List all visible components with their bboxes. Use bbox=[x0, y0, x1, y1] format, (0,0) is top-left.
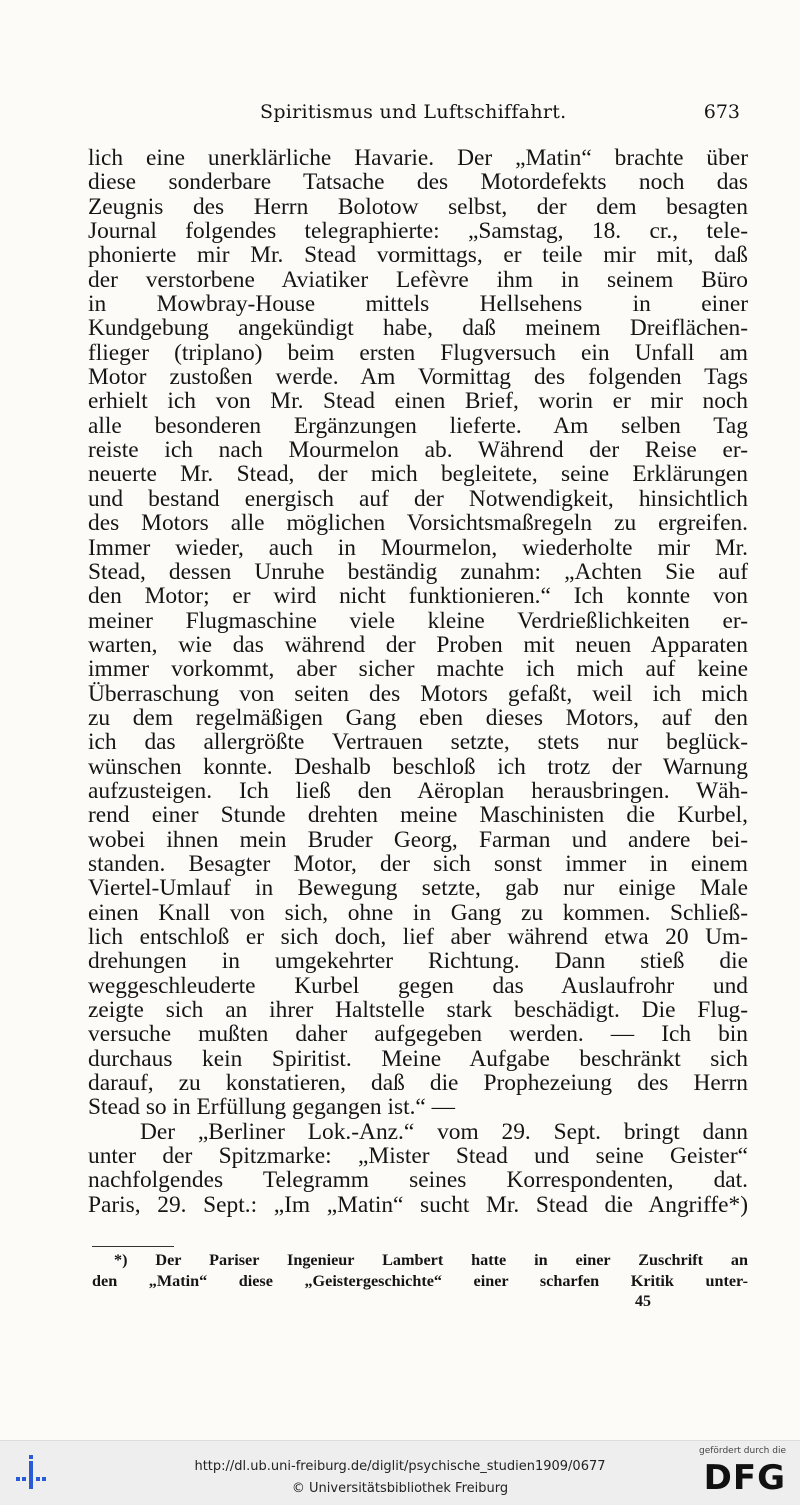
text-line: Viertel-Umlauf in Bewegung setzte, gab nur einige Male bbox=[88, 875, 748, 902]
text-line: lich entschloß er sich doch, lief aber während etwa 20 Um- bbox=[88, 924, 748, 950]
dfg-logo[interactable]: DFG bbox=[703, 1458, 786, 1498]
text-line: erhielt ich von Mr. Stead einen Brief, worin er mir noch bbox=[88, 388, 748, 415]
text-line: neuerte Mr. Stead, der mich begleitete, seine Erklärungen bbox=[88, 461, 748, 488]
text-line: Stead so in Erfüllung gegangen ist.“ — bbox=[88, 1094, 456, 1121]
signature-mark: 45 bbox=[635, 1293, 651, 1310]
text-line: Der „Berliner Lok.-Anz.“ vom 29. Sept. bringt dann bbox=[140, 1118, 748, 1145]
text-line: darauf, zu konstatieren, daß die Prophezeiung des Herrn bbox=[88, 1070, 748, 1097]
text-line: weggeschleuderte Kurbel gegen das Auslaufrohr und bbox=[88, 972, 748, 999]
copyright-notice: © Universitätsbibliothek Freiburg bbox=[291, 1481, 509, 1496]
footnote-divider bbox=[92, 1246, 174, 1247]
main-text bbox=[88, 146, 748, 1217]
text-line: der verstorbene Aviatiker Lefèvre ihm in seinem Büro bbox=[88, 266, 748, 293]
text-line: phonierte mir Mr. Stead vormittags, er teile mir mit, daß bbox=[88, 242, 748, 269]
text-line: Kundgebung angekündigt habe, daß meinem Dreiflächen- bbox=[88, 315, 748, 342]
text-line: warten, wie das während der Proben mit neuen Apparaten bbox=[88, 631, 748, 658]
text-line: drehungen in umgekehrter Richtung. Dann stieß die bbox=[88, 948, 748, 975]
text-line: und bestand energisch auf der Notwendigkeit, hinsichtlich bbox=[88, 485, 748, 512]
text-line: aufzusteigen. Ich ließ den Aëroplan herausbringen. Wäh- bbox=[88, 777, 748, 804]
text-line: nachfolgendes Telegramm seines Korrespondenten, dat. bbox=[88, 1167, 748, 1194]
text-line: wobei ihnen mein Bruder Georg, Farman und andere bei- bbox=[88, 826, 748, 853]
running-title: Spiritismus und Luftschiffahrt. bbox=[260, 101, 567, 123]
text-line: unter der Spitzmarke: „Mister Stead und seine Geister“ bbox=[88, 1143, 748, 1170]
text-line: Journal folgendes telegraphierte: „Samstag, 18. cr., tele- bbox=[88, 218, 748, 245]
footnote bbox=[92, 1250, 748, 1292]
text-line: Zeugnis des Herrn Bolotow selbst, der dem besagten bbox=[88, 193, 748, 220]
text-line: Überraschung von seiten des Motors gefaßt, weil ich mich bbox=[88, 680, 748, 707]
text-line: flieger (triplano) beim ersten Flugversuch ein Unfall am bbox=[88, 339, 748, 366]
text-line: alle besonderen Ergänzungen lieferte. Am selben Tag bbox=[88, 412, 748, 439]
text-line: ich das allergrößte Vertrauen setzte, stets nur beglück- bbox=[88, 729, 748, 756]
text-line: Paris, 29. Sept.: „Im „Matin“ sucht Mr. Stead die Angriffe*) bbox=[88, 1191, 748, 1218]
text-line: des Motors alle möglichen Vorsichtsmaßregeln zu ergreifen. bbox=[88, 510, 748, 537]
viewer-footer bbox=[0, 1440, 800, 1505]
text-line: durchaus kein Spiritist. Meine Aufgabe beschränkt sich bbox=[88, 1045, 748, 1072]
text-line: den Motor; er wird nicht funktionieren.“ Ich konnte von bbox=[88, 583, 748, 610]
permalink-url[interactable]: http://dl.ub.uni-freiburg.de/diglit/psychische_studien1909/0677 bbox=[194, 1459, 606, 1474]
text-line: lich eine unerklärliche Havarie. Der „Matin“ brachte über bbox=[88, 145, 748, 171]
text-line: Immer wieder, auch in Mourmelon, wiederholte mir Mr. bbox=[88, 534, 748, 561]
text-line: immer vorkommt, aber sicher machte ich mich auf keine bbox=[88, 656, 748, 683]
text-line: wünschen konnte. Deshalb beschloß ich trotz der Warnung bbox=[88, 753, 748, 780]
footnote-line: *) Der Pariser Ingenieur Lambert hatte in einer Zuschrift an bbox=[114, 1251, 748, 1269]
text-line: in Mowbray-House mittels Hellsehens in einer bbox=[88, 291, 748, 318]
text-line: Motor zustoßen werde. Am Vormittag des folgenden Tags bbox=[88, 364, 748, 391]
page-number: 673 bbox=[703, 101, 740, 123]
text-line: diese sonderbare Tatsache des Motordefekts noch das bbox=[88, 169, 748, 196]
running-head bbox=[88, 101, 740, 131]
text-line: einen Knall von sich, ohne in Gang zu kommen. Schließ- bbox=[88, 899, 748, 926]
footnote-line: den „Matin“ diese „Geistergeschichte“ einer scharfen Kritik unter- bbox=[92, 1272, 748, 1290]
text-line: zeigte sich an ihrer Haltstelle stark beschädigt. Die Flug- bbox=[88, 997, 748, 1024]
text-line: standen. Besagter Motor, der sich sonst immer in einem bbox=[88, 850, 748, 877]
text-line: meiner Flugmaschine viele kleine Verdrießlichkeiten er- bbox=[88, 607, 748, 634]
text-line: versuche mußten daher aufgegeben werden. — Ich bin bbox=[88, 1021, 748, 1048]
funding-note: gefördert durch die bbox=[699, 1446, 786, 1456]
text-line: zu dem regelmäßigen Gang eben dieses Motors, auf den bbox=[88, 704, 748, 731]
text-line: reiste ich nach Mourmelon ab. Während der Reise er- bbox=[88, 437, 748, 464]
text-line: Stead, dessen Unruhe beständig zunahm: „Achten Sie auf bbox=[88, 558, 748, 585]
text-line: rend einer Stunde drehten meine Maschinisten die Kurbel, bbox=[88, 802, 748, 829]
